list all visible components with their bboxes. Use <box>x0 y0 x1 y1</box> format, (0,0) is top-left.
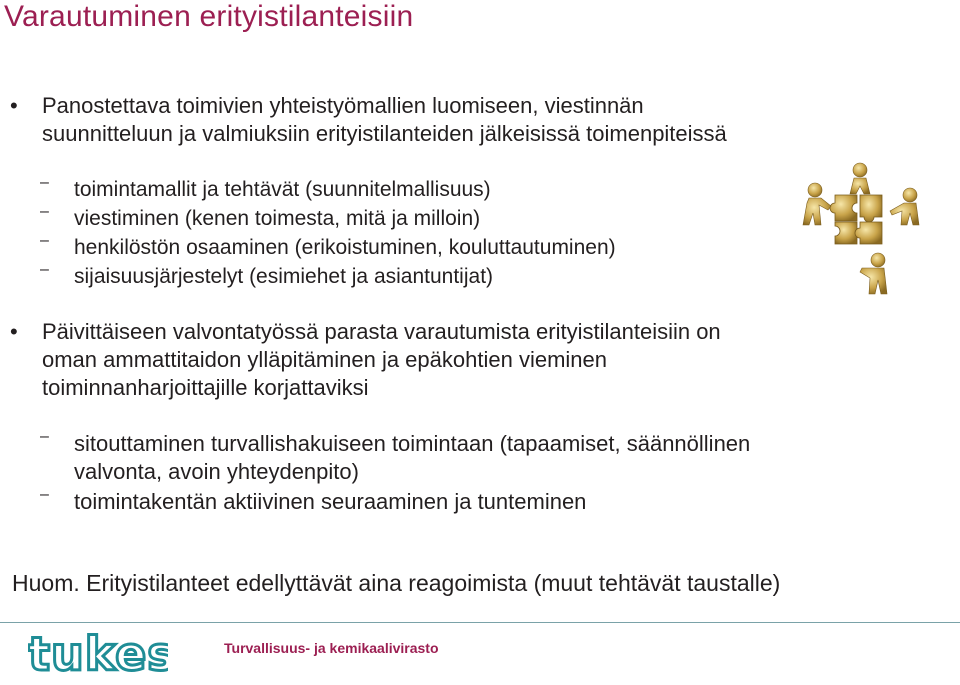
bullet-1-line-1: Panostettava toimivien yhteistyömallien luomiseen, viestinnän <box>42 93 644 118</box>
sub-item: – toimintamallit ja tehtävät (suunnitelmallisuus) <box>40 174 491 201</box>
tukes-logo <box>28 630 168 685</box>
agency-name: Turvallisuus- ja kemikaalivirasto <box>224 640 439 656</box>
sub-item: – toimintakentän aktiivinen seuraaminen ja tunteminen <box>40 486 587 514</box>
logo-text: tukes <box>28 630 168 680</box>
slide-title: Varautuminen erityistilanteisiin <box>4 0 414 33</box>
note-text: Huom. Erityistilanteet edellyttävät aina reagoimista (muut tehtävät taustalle) <box>12 570 781 596</box>
sub-item: – sijaisuusjärjestelyt (esimiehet ja asiantuntijat) <box>40 261 494 288</box>
bullet-1-line-2: suunnitteluun ja valmiuksiin erityistilanteiden jälkeisissä toimenpiteissä <box>42 121 727 146</box>
bullet-2-line-1: Päivittäiseen valvontatyössä parasta varautumista erityistilanteisiin on <box>42 319 721 344</box>
sub-item: – viestiminen (kenen toimesta, mitä ja milloin) <box>40 203 481 230</box>
bullet-dot: • <box>10 319 18 344</box>
sub-item: – sitouttaminen turvallishakuiseen toimintaan (tapaamiset, säännöllinen valvonta, avoin yhteydenpito) <box>40 428 751 484</box>
bullet-dot: • <box>10 93 18 118</box>
puzzle-figures-icon <box>790 160 930 315</box>
bullet-1 <box>10 92 727 148</box>
footer-divider <box>0 622 960 623</box>
bullet-2 <box>10 318 721 402</box>
sub-item: – henkilöstön osaaminen (erikoistuminen, kouluttautuminen) <box>40 232 616 259</box>
bullet-2-line-2: oman ammattitaidon ylläpitäminen ja epäkohtien vieminen <box>42 347 607 372</box>
bullet-2-line-3: toiminnanharjoittajille korjattaviksi <box>42 375 369 400</box>
